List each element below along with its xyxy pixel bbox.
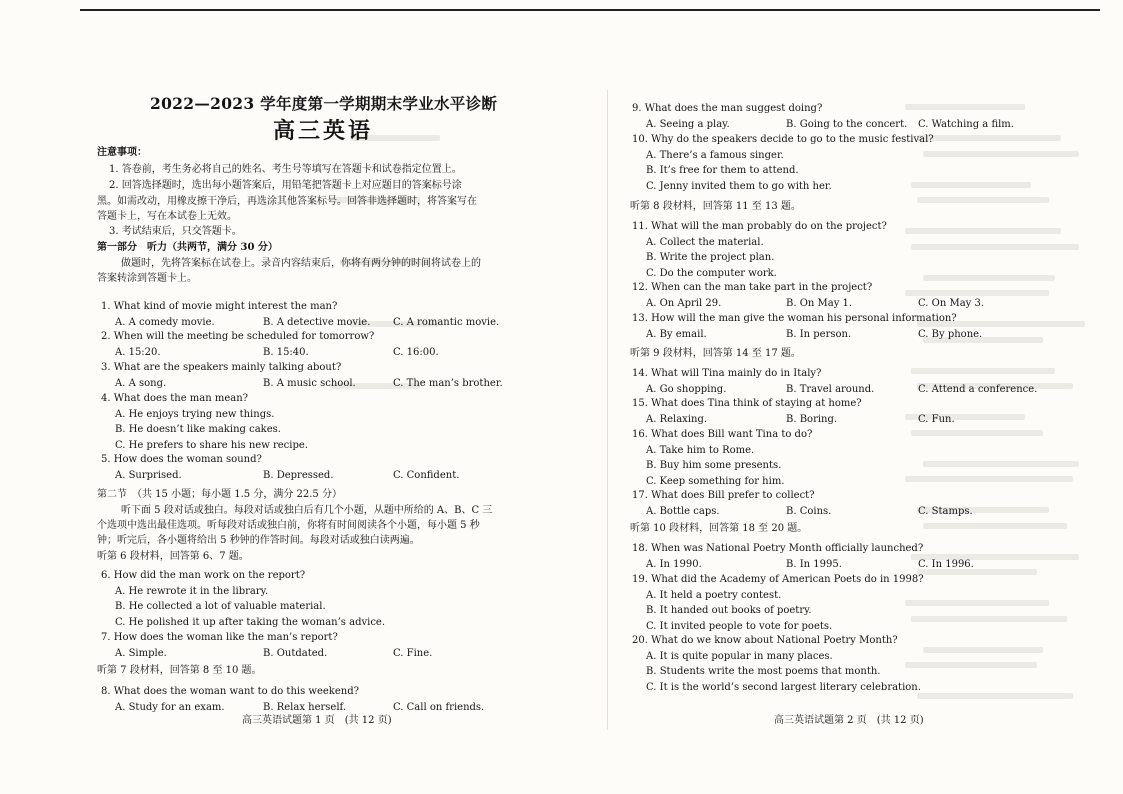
option-b: B. Coins. (786, 505, 832, 517)
option-c: C. In 1996. (918, 558, 974, 570)
option-b: B. Boring. (786, 413, 838, 425)
option-b: B. Going to the concert. (786, 118, 908, 130)
question-stem: 4. What does the man mean? (101, 393, 249, 404)
section2-intro: 钟；听完后，各小题将给出 5 秒钟的作答时间。每段对话或独白读两遍。 (97, 535, 420, 546)
option-c: C. Fine. (393, 647, 433, 659)
option-a: A. Go shopping. (646, 383, 727, 395)
subject-title: 高三英语 (273, 118, 374, 144)
option-c: C. The man’s brother. (393, 377, 503, 389)
option-a: A. There’s a famous singer. (646, 149, 784, 161)
option-a: A. Take him to Rome. (646, 444, 755, 456)
question-stem: 10. Why do the speakers decide to go to the music festival? (632, 134, 934, 145)
part1-intro: 做题时，先将答案标在试卷上。录音内容结束后，你将有两分钟的时间将试卷上的 (121, 258, 481, 269)
question-stem: 19. What did the Academy of American Poets do in 1998? (632, 574, 924, 585)
option-a: A. Simple. (115, 647, 167, 659)
option-a: A. On April 29. (646, 297, 722, 309)
option-a: A. Bottle caps. (646, 505, 720, 517)
material-heading: 听第 6 段材料，回答第 6、7 题。 (97, 551, 249, 562)
option-b: B. 15:40. (263, 346, 309, 358)
option-b: B. A music school. (263, 377, 356, 389)
option-a: A. Surprised. (115, 469, 182, 481)
material-heading: 听第 9 段材料，回答第 14 至 17 题。 (630, 348, 801, 359)
note-line: 答题卡上，写在本试卷上无效。 (97, 211, 237, 222)
question-stem: 7. How does the woman like the man’s report? (101, 632, 338, 643)
option-c: C. Call on friends. (393, 701, 485, 713)
section2-heading: 第二节 （共 15 小题；每小题 1.5 分，满分 22.5 分） (97, 489, 342, 500)
question-stem: 1. What kind of movie might interest the man? (101, 301, 338, 312)
option-c: C. Keep something for him. (646, 475, 785, 487)
option-b: B. In person. (786, 328, 852, 340)
question-stem: 20. What do we know about National Poetry Month? (632, 635, 898, 646)
option-a: A. It held a poetry contest. (646, 589, 782, 601)
exam-title: 2022—2023 学年度第一学期期末学业水平诊断 (150, 94, 498, 113)
question-stem: 2. When will the meeting be scheduled for tomorrow? (101, 331, 375, 342)
right-column (630, 0, 1060, 794)
option-b: B. On May 1. (786, 297, 853, 309)
option-b: B. Travel around. (786, 383, 875, 395)
option-c: C. Jenny invited them to go with her. (646, 180, 832, 192)
option-c: C. Attend a conference. (918, 383, 1038, 395)
option-b: B. Depressed. (263, 469, 334, 481)
question-stem: 14. What will Tina mainly do in Italy? (632, 368, 822, 379)
notes-heading: 注意事项： (97, 147, 147, 158)
option-c: C. By phone. (918, 328, 983, 340)
question-stem: 16. What does Bill want Tina to do? (632, 429, 813, 440)
option-c: C. It is the world’s second largest literary celebration. (646, 681, 921, 693)
option-a: A. Relaxing. (646, 413, 708, 425)
option-a: A. 15:20. (115, 346, 161, 358)
note-line: 2. 回答选择题时，选出每小题答案后，用铅笔把答题卡上对应题目的答案标号涂 (109, 180, 462, 191)
option-c: C. A romantic movie. (393, 316, 500, 328)
material-heading: 听第 10 段材料，回答第 18 至 20 题。 (630, 523, 808, 534)
option-a: A. He rewrote it in the library. (115, 585, 269, 597)
material-heading: 听第 7 段材料，回答第 8 至 10 题。 (97, 665, 262, 676)
question-stem: 8. What does the woman want to do this weekend? (101, 686, 359, 697)
option-b: B. Buy him some presents. (646, 460, 782, 471)
left-column (97, 0, 527, 794)
option-b: B. A detective movie. (263, 316, 371, 328)
option-b: B. It’s free for them to attend. (646, 165, 799, 176)
question-stem: 5. How does the woman sound? (101, 454, 262, 465)
section2-intro: 听下面 5 段对话或独白。每段对话或独白后有几个小题，从题中所给的 A、B、C 三 (121, 505, 493, 516)
option-a: A. Seeing a play. (646, 118, 730, 130)
question-stem: 18. When was National Poetry Month officially launched? (632, 543, 924, 554)
option-c: C. Fun. (918, 413, 955, 425)
question-stem: 15. What does Tina think of staying at home? (632, 398, 862, 409)
option-c: C. Stamps. (918, 505, 973, 517)
note-line: 3. 考试结束后，只交答题卡。 (109, 226, 242, 237)
option-c: C. Watching a film. (918, 118, 1014, 130)
question-stem: 11. What will the man probably do on the project? (632, 221, 887, 232)
option-a: A. By email. (646, 328, 707, 340)
option-a: A. Collect the material. (646, 236, 764, 248)
option-c: C. Do the computer work. (646, 267, 777, 279)
question-stem: 9. What does the man suggest doing? (632, 103, 823, 114)
option-c: C. He prefers to share his new recipe. (115, 439, 308, 451)
question-stem: 12. When can the man take part in the project? (632, 282, 873, 293)
note-line: 1. 答卷前，考生务必将自己的姓名、考生号等填写在答题卡和试卷指定位置上。 (109, 164, 462, 175)
question-stem: 13. How will the man give the woman his personal information? (632, 313, 957, 324)
column-divider (607, 90, 608, 730)
option-a: A. A comedy movie. (115, 316, 215, 328)
option-a: A. In 1990. (646, 558, 702, 570)
section2-intro: 个选项中选出最佳选项。听每段对话或独白前，你将有时间阅读各个小题，每小题 5 秒 (97, 520, 480, 531)
option-b: B. Outdated. (263, 647, 328, 659)
option-a: A. He enjoys trying new things. (115, 408, 275, 420)
part1-intro: 答案转涂到答题卡上。 (97, 273, 197, 284)
option-a: A. A song. (115, 377, 167, 389)
option-b: B. Students write the most poems that month. (646, 666, 881, 677)
option-b: B. It handed out books of poetry. (646, 605, 812, 616)
question-stem: 3. What are the speakers mainly talking about? (101, 362, 342, 373)
option-c: C. It invited people to vote for poets. (646, 620, 833, 632)
option-b: B. Relax herself. (263, 701, 347, 713)
option-b: B. He doesn’t like making cakes. (115, 424, 281, 435)
question-stem: 17. What does Bill prefer to collect? (632, 490, 815, 501)
option-b: B. Write the project plan. (646, 252, 775, 263)
page-footer-1: 高三英语试题第 1 页 (共 12 页) (242, 715, 392, 726)
part1-heading: 第一部分 听力（共两节，满分 30 分） (97, 242, 278, 253)
option-a: A. It is quite popular in many places. (646, 650, 833, 662)
option-c: C. Confident. (393, 469, 460, 481)
option-b: B. In 1995. (786, 558, 842, 570)
page-footer-2: 高三英语试题第 2 页 (共 12 页) (774, 715, 924, 726)
note-line: 黑。如需改动，用橡皮擦干净后，再选涂其他答案标号。回答非选择题时，将答案写在 (97, 196, 477, 207)
option-a: A. Study for an exam. (115, 701, 225, 713)
option-c: C. He polished it up after taking the woman’s advice. (115, 616, 386, 628)
option-c: C. On May 3. (918, 297, 985, 309)
option-b: B. He collected a lot of valuable material. (115, 601, 326, 612)
question-stem: 6. How did the man work on the report? (101, 570, 306, 581)
option-c: C. 16:00. (393, 346, 439, 358)
material-heading: 听第 8 段材料，回答第 11 至 13 题。 (630, 201, 801, 212)
